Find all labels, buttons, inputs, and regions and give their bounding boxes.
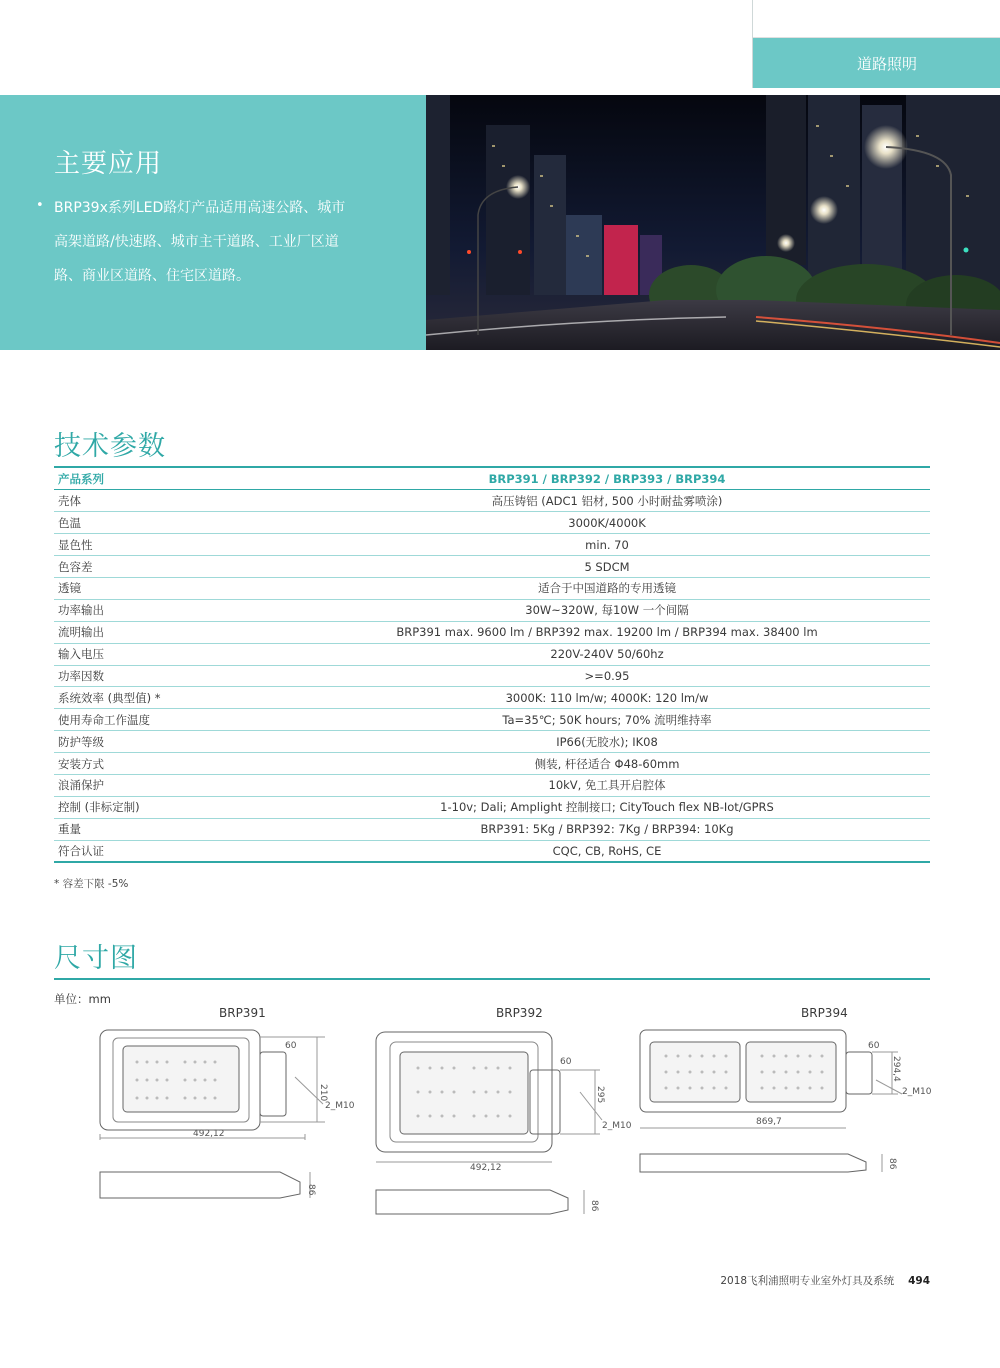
brp391-side-view xyxy=(100,1172,300,1198)
table-row xyxy=(54,774,930,796)
dimensions-rule xyxy=(54,978,930,980)
page-number: 494 xyxy=(908,1275,930,1287)
row-value: IP66(无胶水); IK08 xyxy=(284,731,930,753)
row-value: 3000K: 110 lm/w; 4000K: 120 lm/w xyxy=(284,687,930,709)
table-row xyxy=(54,665,930,687)
row-value: 220V-240V 50/60hz xyxy=(284,643,930,665)
table-row xyxy=(54,534,930,556)
model-label-brp394: BRP394 xyxy=(801,1006,848,1020)
brp394-dim-depth: 86 xyxy=(887,1158,897,1170)
row-label: 使用寿命工作温度 xyxy=(54,709,284,731)
row-value: 10kV, 免工具开启腔体 xyxy=(284,774,930,796)
table-row xyxy=(54,621,930,643)
brp391-dim-height: 210 xyxy=(318,1084,328,1102)
brp394-dim-60: 60 xyxy=(868,1041,880,1051)
row-label: 控制 (非标定制) xyxy=(54,796,284,818)
table-row xyxy=(54,731,930,753)
row-label: 系统效率 (典型值) * xyxy=(54,687,284,709)
table-row xyxy=(54,643,930,665)
category-tab-label-box xyxy=(753,38,1000,88)
row-value: Ta=35℃; 50K hours; 70% 流明维持率 xyxy=(284,709,930,731)
row-value: BRP391 max. 9600 lm / BRP392 max. 19200 lm / BRP394 max. 38400 lm xyxy=(284,621,930,643)
row-value: min. 70 xyxy=(284,534,930,556)
row-label: 流明输出 xyxy=(54,621,284,643)
row-label: 重量 xyxy=(54,818,284,840)
table-row xyxy=(54,512,930,534)
row-value: 30W~320W, 每10W 一个间隔 xyxy=(284,599,930,621)
table-row xyxy=(54,556,930,578)
brp394-side-view xyxy=(640,1154,866,1172)
category-tab-label: 道路照明 xyxy=(856,54,917,73)
model-label-brp392: BRP392 xyxy=(496,1006,543,1020)
row-value: 适合于中国道路的专用透镜 xyxy=(284,577,930,599)
unit-label: 单位：mm xyxy=(54,992,111,1006)
row-label: 色容差 xyxy=(54,556,284,578)
model-label-brp391: BRP391 xyxy=(219,1006,266,1020)
table-row xyxy=(54,753,930,775)
row-label: 符合认证 xyxy=(54,840,284,862)
table-row xyxy=(54,709,930,731)
brp391-drawing xyxy=(95,1022,355,1222)
row-value: >=0.95 xyxy=(284,665,930,687)
catalog-name: 2018飞利浦照明专业室外灯具及系统 xyxy=(720,1275,895,1287)
row-value: 侧装, 杆径适合 Φ48-60mm xyxy=(284,753,930,775)
brp391-dim-width: 492,12 xyxy=(193,1129,225,1139)
brp392-dim-width: 492,12 xyxy=(470,1163,502,1173)
specs-title: 技术参数 xyxy=(54,431,166,462)
table-row xyxy=(54,577,930,599)
application-title: 主要应用 xyxy=(54,149,163,179)
row-value: 5 SDCM xyxy=(284,556,930,578)
brp394-drawing xyxy=(636,1022,936,1192)
row-label: 显色性 xyxy=(54,534,284,556)
brp391-dim-thread: 2_M10 xyxy=(325,1101,355,1111)
spec-footnote: * 容差下限 -5% xyxy=(54,878,129,890)
brp394-dim-height: 294,4 xyxy=(891,1056,901,1082)
application-text: BRP39x系列LED路灯产品适用高速公路、城市高架道路/快速路、城市主干道路、工业厂区道路、商业区道路、住宅区道路。 xyxy=(54,200,346,284)
table-row xyxy=(54,490,930,512)
brp392-drawing xyxy=(370,1022,640,1222)
row-label: 功率因数 xyxy=(54,665,284,687)
page-footer xyxy=(720,1273,930,1288)
row-label: 色温 xyxy=(54,512,284,534)
brp391-dim-depth: 86 xyxy=(306,1184,316,1196)
row-label: 输入电压 xyxy=(54,643,284,665)
table-row xyxy=(54,840,930,862)
row-value: 1-10v; Dali; Amplight 控制接口; CityTouch flex NB-Iot/GPRS xyxy=(284,796,930,818)
brp392-side-view xyxy=(376,1190,568,1214)
table-header-row xyxy=(54,468,930,490)
dimensions-title: 尺寸图 xyxy=(54,943,138,974)
street-night-photo xyxy=(426,95,1000,350)
brp392-dim-60: 60 xyxy=(560,1057,572,1067)
spec-table xyxy=(54,468,930,863)
application-panel xyxy=(0,95,426,350)
row-label: 透镜 xyxy=(54,577,284,599)
row-label: 浪涌保护 xyxy=(54,774,284,796)
brp394-dim-width: 869,7 xyxy=(756,1117,782,1127)
table-row xyxy=(54,687,930,709)
header-value: BRP391 / BRP392 / BRP393 / BRP394 xyxy=(284,468,930,490)
row-label: 防护等级 xyxy=(54,731,284,753)
category-tab xyxy=(752,0,1000,88)
row-label: 壳体 xyxy=(54,490,284,512)
brp394-dim-thread: 2_M10 xyxy=(902,1087,932,1097)
table-row xyxy=(54,818,930,840)
row-value: CQC, CB, RoHS, CE xyxy=(284,840,930,862)
table-row xyxy=(54,599,930,621)
brp392-dim-thread: 2_M10 xyxy=(602,1121,632,1131)
row-label: 安装方式 xyxy=(54,753,284,775)
brp391-dim-60: 60 xyxy=(285,1041,297,1051)
row-value: 3000K/4000K xyxy=(284,512,930,534)
bullet-icon: • xyxy=(36,198,44,213)
row-label: 功率输出 xyxy=(54,599,284,621)
tab-blank xyxy=(753,0,1000,38)
table-row xyxy=(54,796,930,818)
header-label: 产品系列 xyxy=(54,468,284,490)
brp392-dim-height: 295 xyxy=(595,1086,605,1104)
brp392-dim-depth: 86 xyxy=(589,1200,599,1212)
row-value: BRP391: 5Kg / BRP392: 7Kg / BRP394: 10Kg xyxy=(284,818,930,840)
row-value: 高压铸铝 (ADC1 铝材, 500 小时耐盐雾喷涂) xyxy=(284,490,930,512)
